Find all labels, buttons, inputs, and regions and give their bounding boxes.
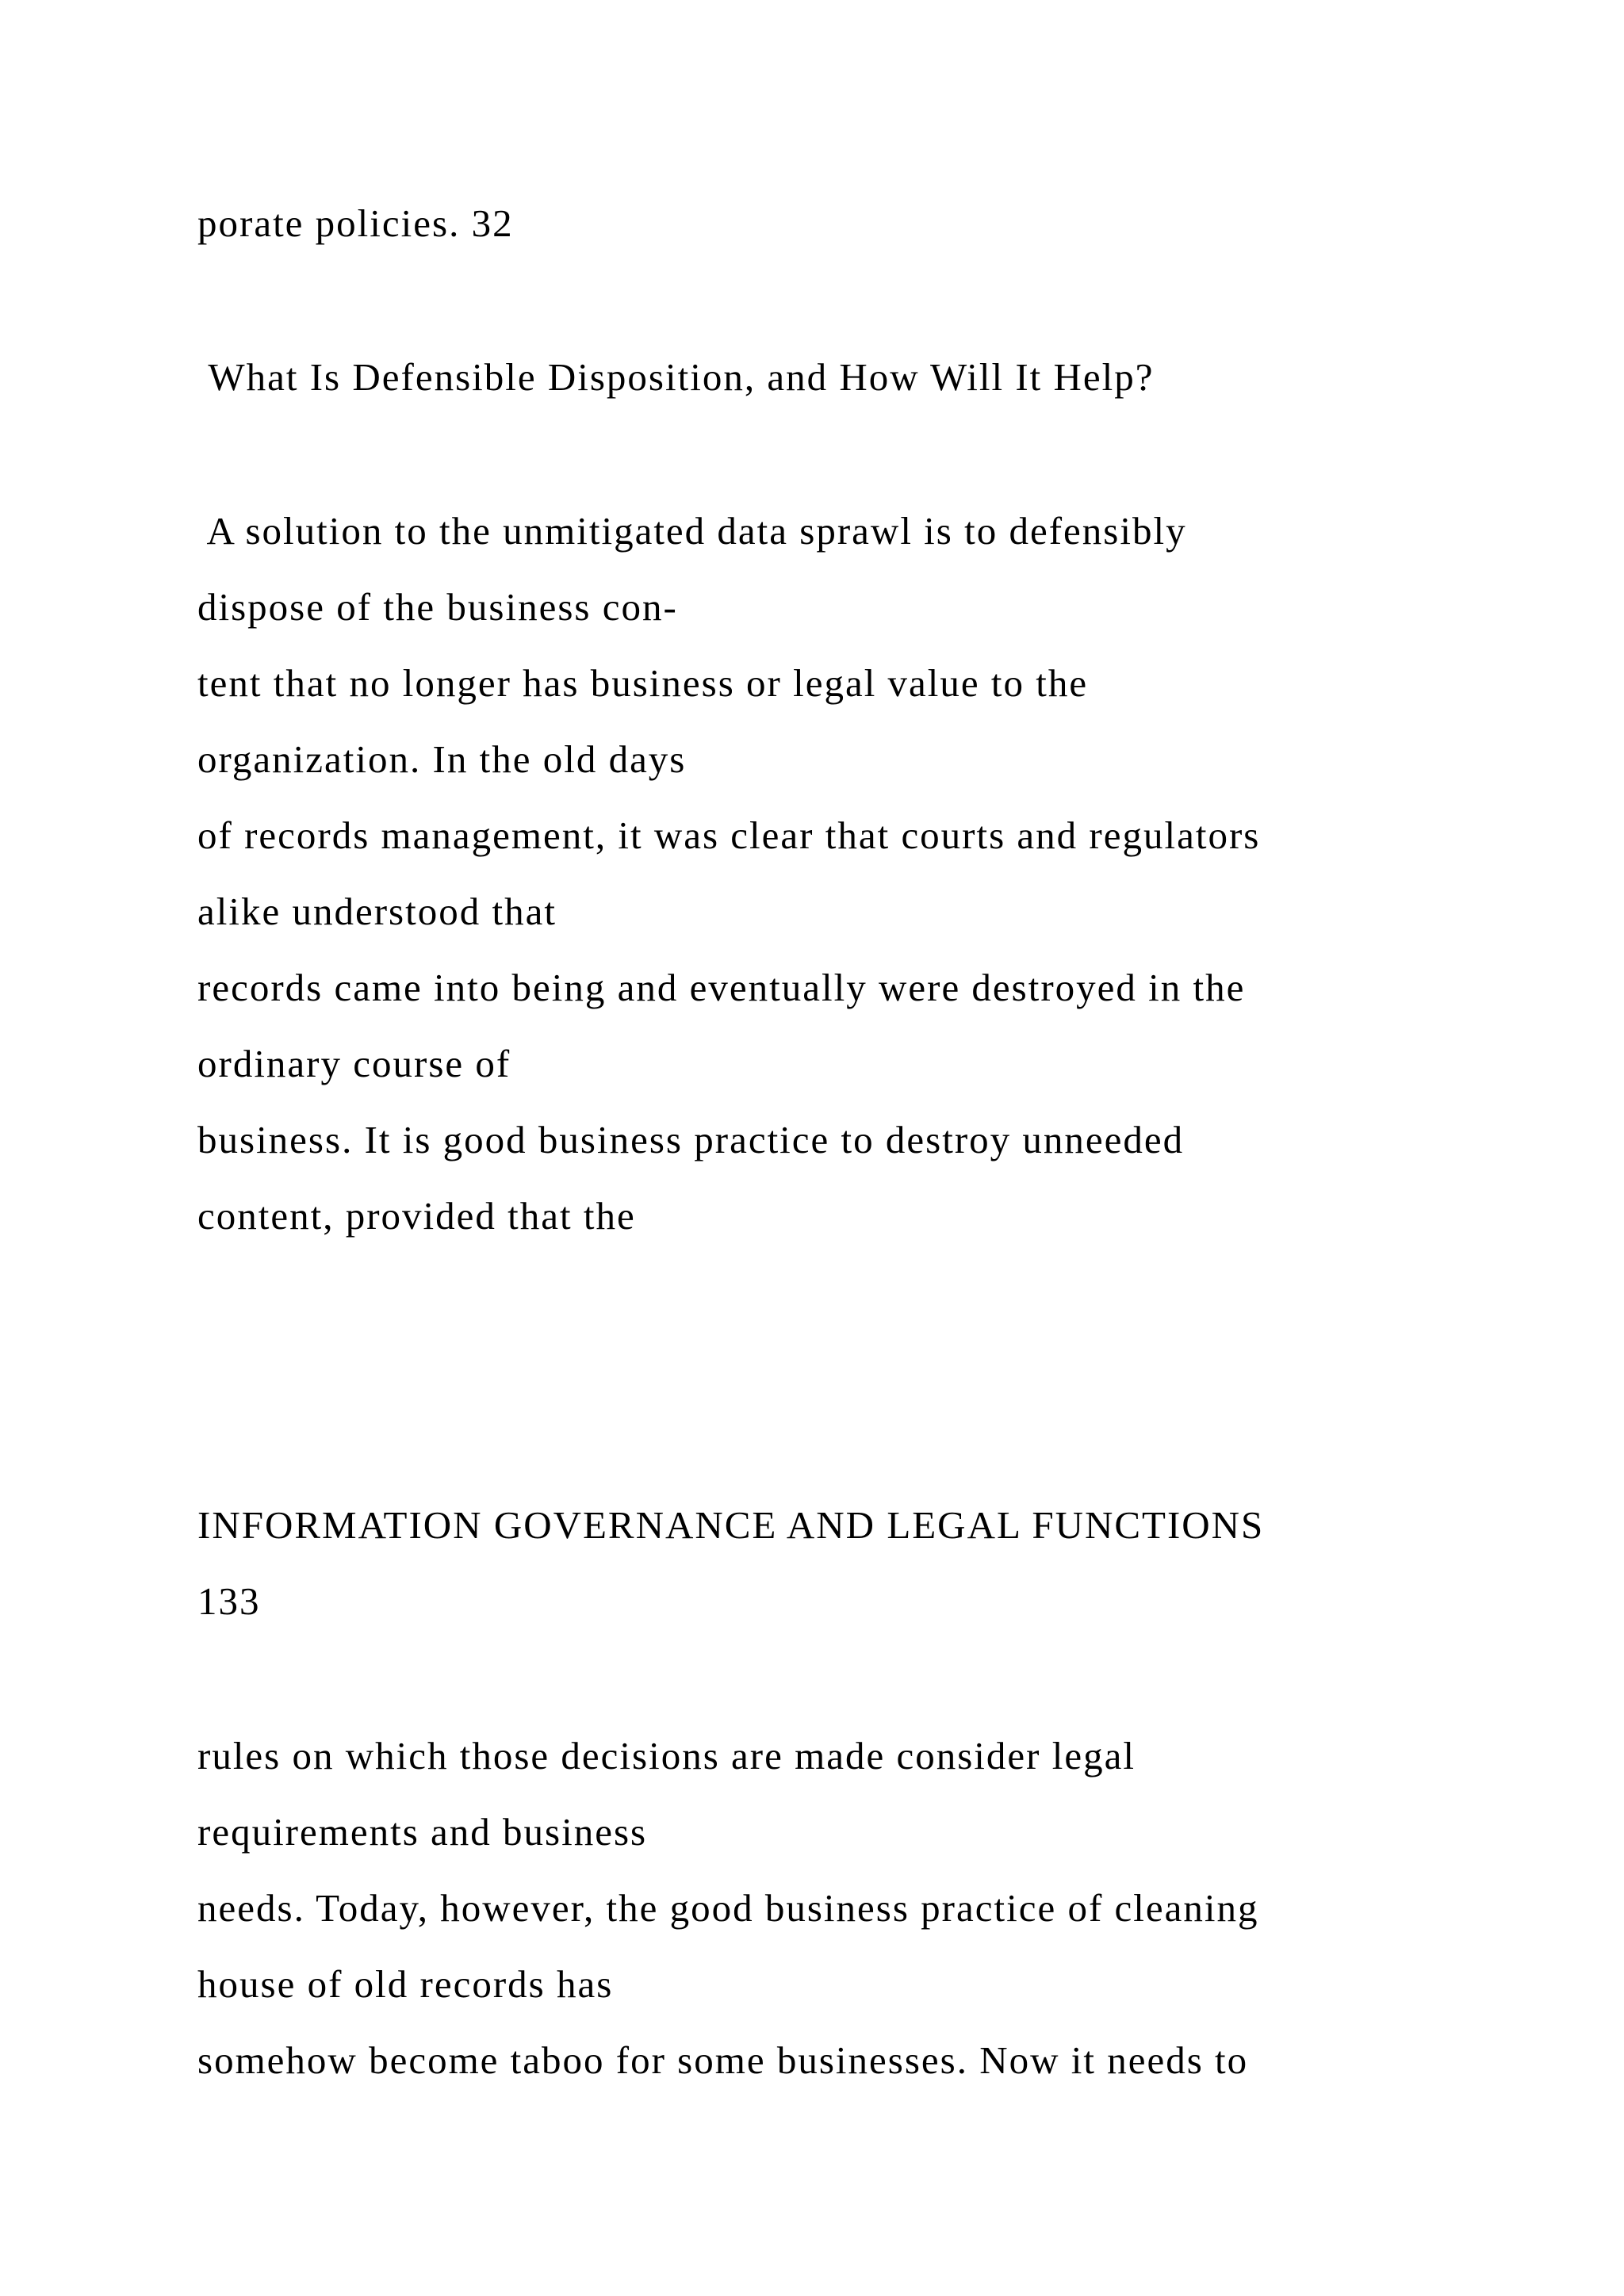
running-header-title: INFORMATION GOVERNANCE AND LEGAL FUNCTIONS bbox=[197, 1503, 1265, 1547]
paragraph-line: somehow become taboo for some businesses. Now it needs to bbox=[197, 2038, 1249, 2082]
paragraph-line: organization. In the old days bbox=[197, 737, 687, 781]
paragraph-line: tent that no longer has business or legal value to the bbox=[197, 661, 1089, 705]
text-line: porate policies. 32 bbox=[197, 201, 514, 245]
paragraph-line: house of old records has bbox=[197, 1962, 614, 2006]
paragraph-line: records came into being and eventually were destroyed in the bbox=[197, 966, 1246, 1009]
paragraph-line: requirements and business bbox=[197, 1810, 648, 1854]
paragraph-line: dispose of the business con- bbox=[197, 585, 678, 629]
paragraph-line: needs. Today, however, the good business practice of cleaning bbox=[197, 1886, 1259, 1930]
paragraph-line: ordinary course of bbox=[197, 1042, 511, 1085]
paragraph-line: of records management, it was clear that courts and regulators bbox=[197, 813, 1261, 857]
paragraph-line: content, provided that the bbox=[197, 1194, 636, 1238]
section-heading: What Is Defensible Disposition, and How Will It Help? bbox=[197, 355, 1155, 399]
paragraph-line: alike understood that bbox=[197, 890, 557, 933]
paragraph-line: business. It is good business practice to destroy unneeded bbox=[197, 1118, 1185, 1161]
page-number: 133 bbox=[197, 1579, 261, 1623]
paragraph-line: rules on which those decisions are made consider legal bbox=[197, 1734, 1136, 1777]
paragraph-line: A solution to the unmitigated data sprawl is to defensibly bbox=[197, 509, 1187, 553]
